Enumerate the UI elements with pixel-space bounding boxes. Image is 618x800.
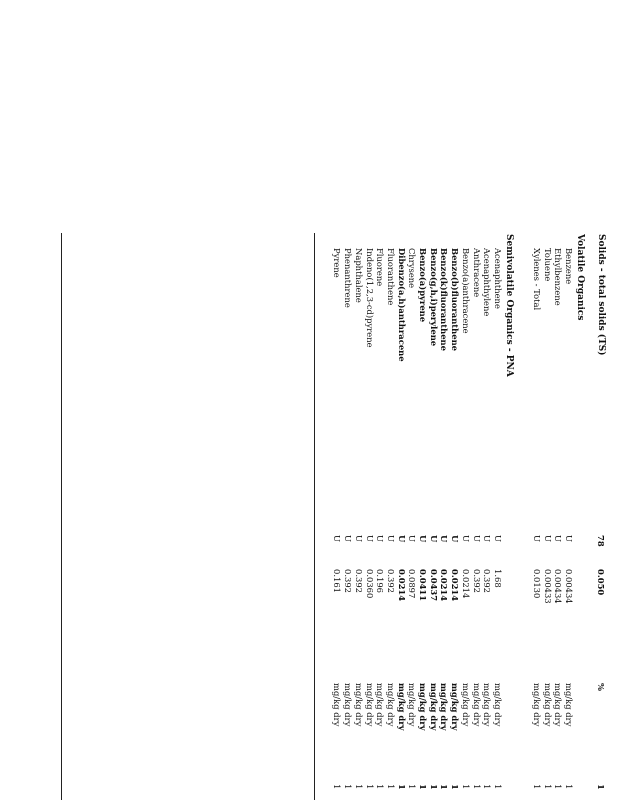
- qualifier-flag: U: [418, 535, 429, 543]
- table-row: [553, 232, 564, 800]
- analyte-name: Benzene: [564, 248, 574, 285]
- dilution-factor: 1: [553, 784, 564, 790]
- result-value: 0.392: [343, 569, 354, 593]
- qualifier-flag: U: [460, 535, 471, 543]
- qualifier-flag: U: [532, 535, 543, 543]
- total-solids-label: Solids - total solids (TS): [596, 234, 606, 356]
- analyte-name: Benzo(b)fluoranthene: [450, 248, 461, 352]
- result-value: 0.0214: [396, 569, 407, 602]
- table-row: [471, 232, 482, 800]
- qualifier-flag: U: [553, 535, 564, 543]
- qualifier-flag: U: [343, 535, 354, 543]
- section-heading-volatile: [574, 232, 585, 800]
- dilution-factor: 1: [386, 784, 396, 790]
- table-row: [342, 232, 353, 800]
- dilution-factor: 1: [460, 784, 471, 790]
- table-row: [563, 232, 574, 800]
- table-row: [406, 232, 417, 800]
- total-solids-value: 78: [596, 535, 606, 547]
- table-row: [385, 232, 396, 800]
- result-value: 0.0360: [364, 569, 375, 599]
- rotated-results-table: [318, 232, 618, 800]
- analyte-name: Benzo(a)anthracene: [460, 248, 471, 334]
- analyte-name: Fluoranthene: [386, 248, 396, 306]
- unit-label: mg/kg dry: [386, 683, 396, 727]
- result-value: 1.68: [493, 569, 503, 588]
- analyte-name: Chrysene: [407, 248, 418, 289]
- dilution-factor: 1: [564, 784, 574, 790]
- vertical-rule-middle: [314, 233, 315, 800]
- table-row: [460, 232, 471, 800]
- qualifier-flag: U: [439, 535, 450, 543]
- qualifier-flag: U: [375, 535, 386, 543]
- result-value: 0.392: [482, 569, 493, 593]
- result-value: 0.00433: [543, 569, 553, 604]
- qualifier-flag: U: [353, 535, 364, 543]
- table-row: [353, 232, 364, 800]
- dilution-factor: 1: [418, 784, 429, 790]
- dilution-factor: 1: [493, 784, 503, 790]
- result-value: 0.0897: [407, 569, 418, 599]
- dilution-factor: 1: [407, 784, 418, 790]
- dilution-factor: 1: [364, 784, 375, 790]
- result-value: 0.00434: [553, 569, 564, 604]
- unit-label: mg/kg dry: [364, 683, 375, 727]
- table-row: [439, 232, 450, 800]
- total-solids-row: [595, 232, 606, 800]
- result-value: 0.0130: [532, 569, 543, 599]
- analyte-name: Indeno(1,2,3-cd)pyrene: [364, 248, 375, 348]
- table-row: [332, 232, 343, 800]
- qualifier-flag: U: [396, 535, 407, 543]
- unit-label: mg/kg dry: [428, 683, 439, 731]
- dilution-factor: 1: [543, 784, 553, 790]
- analyte-name: Pyrene: [332, 248, 343, 278]
- analyte-name: Toluene: [543, 248, 553, 282]
- dilution-factor: 1: [532, 784, 543, 790]
- analyte-name: Naphthalene: [353, 248, 364, 303]
- total-solids-reporting-limit: 0.050: [596, 569, 606, 596]
- dilution-factor: 1: [353, 784, 364, 790]
- table-row: [417, 232, 428, 800]
- unit-label: mg/kg dry: [532, 683, 543, 727]
- dilution-factor: 1: [450, 784, 461, 790]
- result-value: 0.0214: [450, 569, 461, 602]
- section-heading-semivolatile: [503, 232, 514, 800]
- table-row: [428, 232, 439, 800]
- analyte-name: Anthracene: [471, 248, 482, 298]
- table-row: [364, 232, 375, 800]
- qualifier-flag: U: [564, 535, 574, 543]
- unit-label: mg/kg dry: [471, 683, 482, 727]
- analyte-name: Acenaphthene: [493, 248, 503, 309]
- unit-label: mg/kg dry: [343, 683, 354, 727]
- dilution-factor: 1: [396, 784, 407, 790]
- unit-label: mg/kg dry: [375, 683, 386, 727]
- analyte-name: Dibenzo(a,h)anthracene: [396, 248, 407, 362]
- result-value: 0.0411: [418, 569, 429, 602]
- result-value: 0.392: [386, 569, 396, 593]
- qualifier-flag: U: [332, 535, 343, 543]
- result-value: 0.196: [375, 569, 386, 593]
- unit-label: mg/kg dry: [353, 683, 364, 727]
- table-row: [374, 232, 385, 800]
- qualifier-flag: U: [407, 535, 418, 543]
- qualifier-flag: U: [543, 535, 553, 543]
- qualifier-flag: U: [364, 535, 375, 543]
- qualifier-flag: U: [386, 535, 396, 543]
- unit-label: mg/kg dry: [553, 683, 564, 727]
- unit-label: mg/kg dry: [418, 683, 429, 731]
- unit-label: mg/kg dry: [407, 683, 418, 727]
- unit-label: mg/kg dry: [450, 683, 461, 731]
- unit-label: mg/kg dry: [543, 683, 553, 727]
- result-value: 0.392: [353, 569, 364, 593]
- table-row: [449, 232, 460, 800]
- total-solids-dilution: 1: [596, 784, 606, 790]
- analyte-name: Benzo(a)pyrene: [418, 248, 429, 323]
- unit-label: mg/kg dry: [564, 683, 574, 727]
- table-row: [492, 232, 503, 800]
- qualifier-flag: U: [450, 535, 461, 543]
- dilution-factor: 1: [375, 784, 386, 790]
- dilution-factor: 1: [482, 784, 493, 790]
- result-value: 0.392: [471, 569, 482, 593]
- result-value: 0.0437: [428, 569, 439, 602]
- result-value: 0.161: [332, 569, 343, 593]
- analyte-name: Xylenes - Total: [532, 248, 543, 311]
- unit-label: mg/kg dry: [460, 683, 471, 727]
- total-solids-unit: %: [596, 683, 606, 691]
- dilution-factor: 1: [428, 784, 439, 790]
- result-value: 0.0214: [439, 569, 450, 602]
- qualifier-flag: U: [482, 535, 493, 543]
- table-row: [481, 232, 492, 800]
- dilution-factor: 1: [471, 784, 482, 790]
- section-title: Semivolatile Organics - PNA: [504, 234, 514, 377]
- analyte-name: Phenanthrene: [343, 248, 354, 308]
- qualifier-flag: U: [471, 535, 482, 543]
- dilution-factor: 1: [332, 784, 343, 790]
- unit-label: mg/kg dry: [439, 683, 450, 731]
- section-title: Volatile Organics: [575, 234, 585, 321]
- unit-label: mg/kg dry: [396, 683, 407, 731]
- qualifier-flag: U: [493, 535, 503, 543]
- table-row: [396, 232, 407, 800]
- result-value: 0.00434: [564, 569, 574, 604]
- unit-label: mg/kg dry: [493, 683, 503, 727]
- analyte-name: Fluorene: [375, 248, 386, 287]
- analyte-name: Acenaphthylene: [482, 248, 493, 317]
- analyte-name: Benzo(k)fluoranthene: [439, 248, 450, 351]
- unit-label: mg/kg dry: [482, 683, 493, 727]
- analyte-name: Benzo(g,h,i)perylene: [428, 248, 439, 347]
- unit-label: mg/kg dry: [332, 683, 343, 727]
- qualifier-flag: U: [428, 535, 439, 543]
- table-row: [532, 232, 543, 800]
- result-value: 0.0214: [460, 569, 471, 599]
- dilution-factor: 1: [343, 784, 354, 790]
- dilution-factor: 1: [439, 784, 450, 790]
- analyte-name: Ethylbenzene: [553, 248, 564, 306]
- table-row: [542, 232, 553, 800]
- vertical-rule-left: [61, 233, 62, 800]
